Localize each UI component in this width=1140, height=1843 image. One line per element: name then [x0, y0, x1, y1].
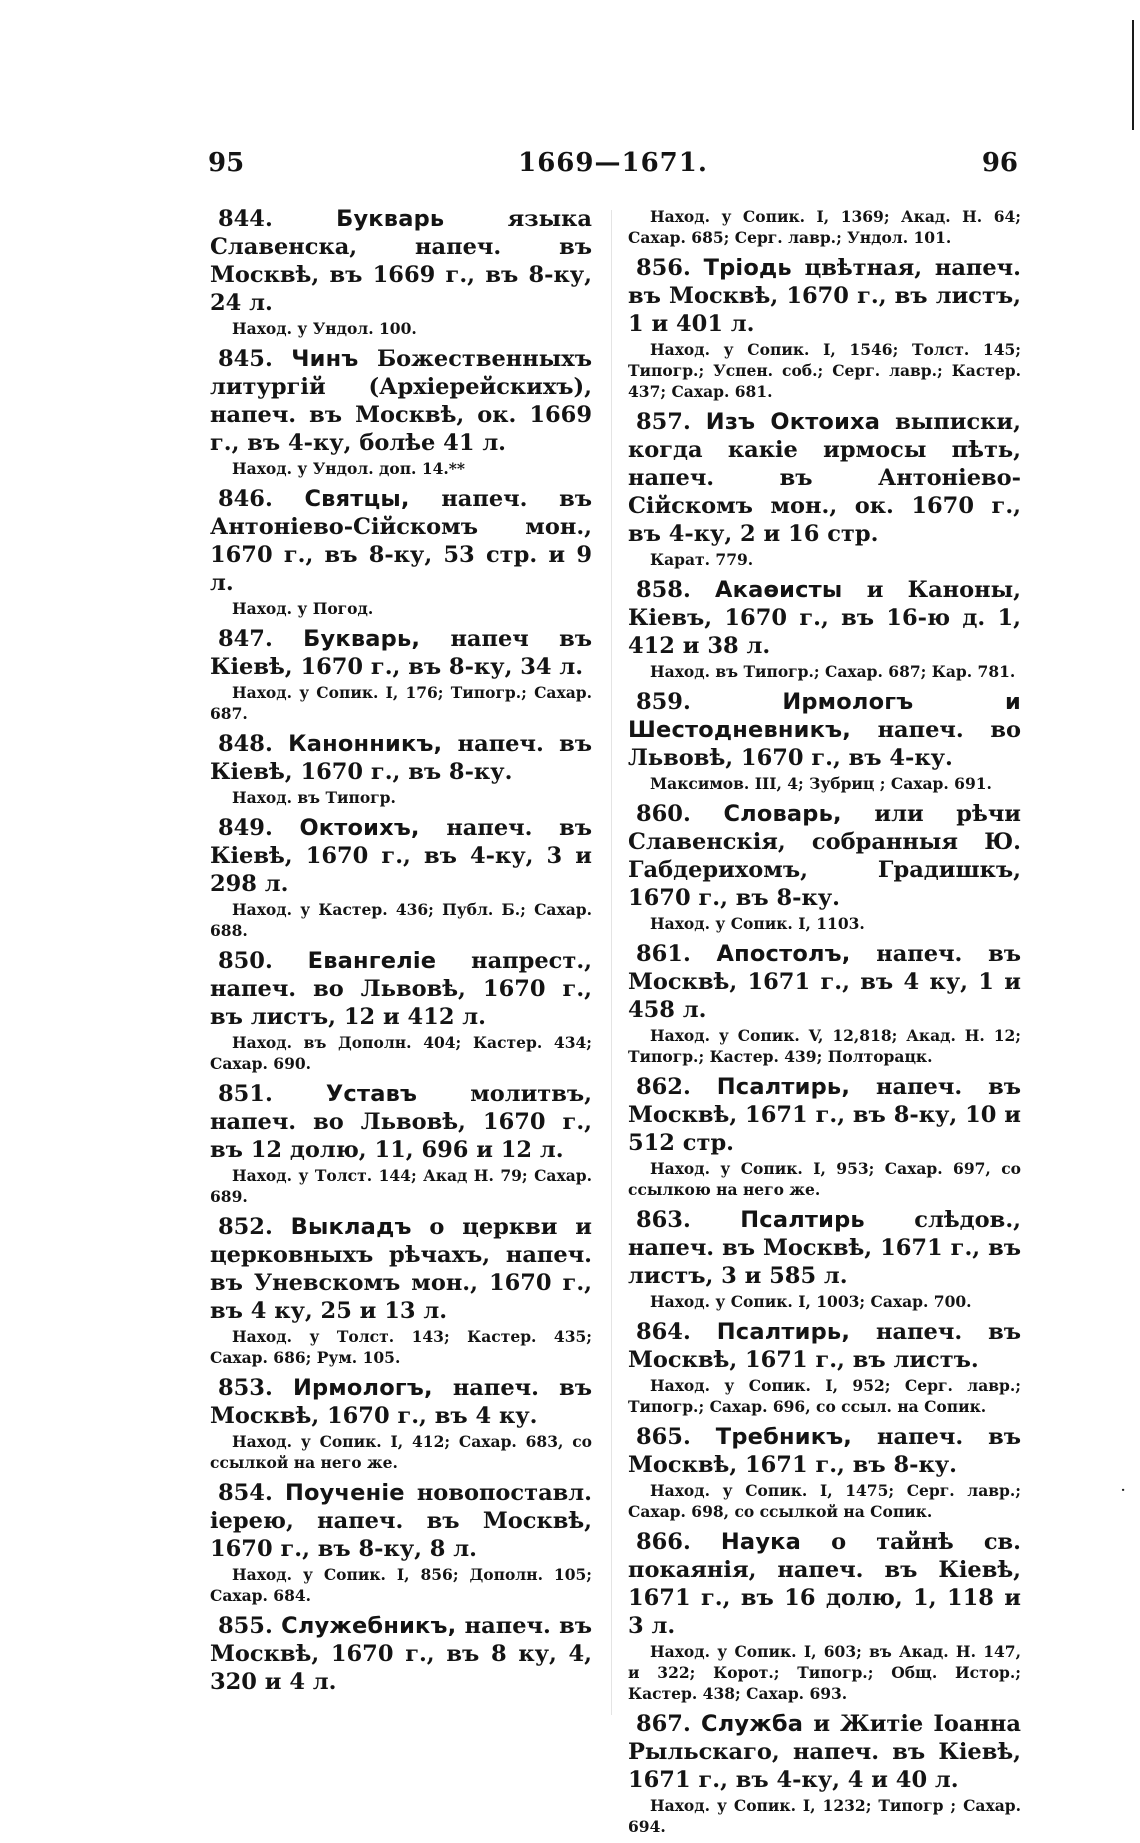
- catalog-entry: [628, 800, 1021, 934]
- entry-description: о церкви и церковныхъ рѣчахъ, напеч. въ Уневскомъ мон., 1670 г., въ 4 ку, 25 и 13 л.: [210, 1214, 592, 1324]
- entry-description: напеч. въ Москвѣ, 1671 г., въ листъ.: [628, 1319, 1021, 1373]
- catalog-entry: [210, 1479, 592, 1606]
- catalog-entry: [628, 688, 1021, 794]
- entry-number: 856.: [636, 255, 691, 281]
- margin-mark: ·: [1120, 1480, 1126, 1501]
- entry-location-note: Наход. у Сопик. I, 176; Типогр.; Сахар. 687.: [210, 683, 592, 723]
- entry-location-note: Наход. у Сопик. I, 1546; Толст. 145; Типогр.; Успен. соб.; Серг. лавр.; Кастер. 437; Сахар. 681.: [628, 340, 1021, 401]
- entry-location-note: Наход. у Сопик. I, 412; Сахар. 683, со ссылкой на него же.: [210, 1432, 592, 1472]
- entry-text: [628, 1206, 1021, 1290]
- entry-location-note: Карат. 779.: [650, 550, 754, 569]
- entry-number: 862.: [636, 1074, 691, 1100]
- entry-number: 867.: [636, 1711, 691, 1737]
- entry-location-note: Наход. у Сопик. I, 1369; Акад. Н. 64; Сахар. 685; Серг. лавр.; Ундол. 101.: [628, 207, 1021, 247]
- catalog-entry: [210, 1612, 592, 1696]
- entry-title: Чинъ: [291, 346, 359, 372]
- entry-location-note: Наход. у Сопик. I, 1232; Типогр ; Сахар. 694.: [628, 1796, 1021, 1836]
- entry-description: напеч. въ Москвѣ, 1671 г., въ 8-ку.: [628, 1424, 1021, 1478]
- entry-text: [210, 1374, 592, 1430]
- entry-text: [628, 940, 1021, 1024]
- entry-title: Псалтирь,: [716, 1319, 851, 1345]
- entry-text: [210, 1612, 592, 1696]
- catalog-entry: [210, 1374, 592, 1473]
- entry-location-note: Наход. у Погод.: [232, 599, 374, 618]
- page-edge-mark: [1132, 20, 1134, 130]
- page-number-right: 96: [981, 148, 1018, 178]
- entry-text: [210, 625, 592, 681]
- entry-title: Акаѳисты: [715, 577, 843, 603]
- entry-description: или рѣчи Славенскія, собранныя Ю. Габдерихомъ, Градишкъ, 1670 г., въ 8-ку.: [628, 801, 1021, 911]
- entry-number: 860.: [636, 801, 691, 827]
- entry-location-note: Наход. у Кастер. 436; Публ. Б.; Сахар. 688.: [210, 900, 592, 940]
- entry-text: [210, 205, 592, 317]
- entry-description: напеч. въ Москвѣ, 1671 г., въ 8-ку, 10 и 512 стр.: [628, 1074, 1021, 1156]
- catalog-entry: [210, 1213, 592, 1368]
- entry-number: 853.: [218, 1375, 273, 1401]
- entry-location-note: Наход. у Сопик. I, 952; Серг. лавр.; Типогр.; Сахар. 696, со ссыл. на Сопик.: [628, 1376, 1021, 1416]
- entry-number: 858.: [636, 577, 691, 603]
- entry-title: Ирмологъ,: [292, 1375, 433, 1401]
- catalog-entry: [628, 1528, 1021, 1704]
- entry-text: [210, 730, 592, 786]
- entry-title: Апостолъ,: [716, 941, 851, 967]
- entry-number: 846.: [218, 486, 273, 512]
- entry-description: о тайнѣ св. покаянія, напеч. въ Кіевѣ, 1671 г., въ 16 долю, 1, 118 и 3 л.: [628, 1529, 1021, 1639]
- catalog-entry: [210, 625, 592, 724]
- entry-number: 857.: [636, 409, 691, 435]
- catalog-entry: [628, 254, 1021, 402]
- entry-number: 848.: [218, 731, 273, 757]
- entry-title: Канонникъ,: [288, 731, 443, 757]
- entry-text: [628, 408, 1021, 548]
- entry-description: новопоставл. іерею, напеч. въ Москвѣ, 1670 г., въ 8-ку, 8 л.: [210, 1480, 592, 1562]
- entry-title: Псалтирь: [740, 1207, 865, 1233]
- entry-location-note: Наход. у Ундол. 100.: [232, 319, 417, 338]
- catalog-entry: [210, 485, 592, 619]
- entry-location-note: Наход. у Сопик. I, 1003; Сахар. 700.: [650, 1292, 972, 1311]
- entry-location-note: Наход. у Сопик. I, 1475; Серг. лавр.; Сахар. 698, со ссылкой на Сопик.: [628, 1481, 1021, 1521]
- entry-location-note: Наход. у Сопик. I, 856; Дополн. 105; Сахар. 684.: [210, 1565, 592, 1605]
- entry-text: [628, 1423, 1021, 1479]
- entry-description: напеч въ Кіевѣ, 1670 г., въ 8-ку, 34 л.: [210, 626, 592, 680]
- entry-text: [210, 1213, 592, 1325]
- entry-description: напеч. въ Москвѣ, 1670 г., въ 8 ку, 4, 320 и 4 л.: [210, 1613, 592, 1695]
- entry-title: Словарь,: [723, 801, 842, 827]
- entry-description: языка Славенска, напеч. въ Москвѣ, въ 1669 г., въ 8-ку, 24 л.: [210, 206, 592, 316]
- entry-text: [210, 814, 592, 898]
- entry-location-note: Наход. въ Дополн. 404; Кастер. 434; Сахар. 690.: [210, 1033, 592, 1073]
- entry-title: Служебникъ,: [281, 1613, 457, 1639]
- catalog-entry: [210, 205, 592, 339]
- entry-description: Божественныхъ литургій (Архіерейскихъ), напеч. въ Москвѣ, ок. 1669 г., въ 4-ку, болѣе 41 л.: [210, 346, 592, 456]
- entry-description: напеч. въ Москвѣ, 1670 г., въ 4 ку.: [210, 1375, 592, 1429]
- entry-number: 861.: [636, 941, 691, 967]
- entry-text: [210, 485, 592, 597]
- entry-description: слѣдов., напеч. въ Москвѣ, 1671 г., въ листъ, 3 и 585 л.: [628, 1207, 1021, 1289]
- entry-title: Букварь: [336, 206, 445, 232]
- catalog-entry: [628, 1710, 1021, 1837]
- entry-description: напеч. въ Москвѣ, 1671 г., въ 4 ку, 1 и 458 л.: [628, 941, 1021, 1023]
- entry-text: [210, 1080, 592, 1164]
- catalog-entry: [210, 947, 592, 1074]
- entry-description: и Житіе Іоанна Рыльскаго, напеч. въ Кіевѣ, 1671 г., въ 4-ку, 4 и 40 л.: [628, 1711, 1021, 1793]
- entry-text: [628, 576, 1021, 660]
- entry-description: выписки, когда какіе ирмосы пѣть, напеч. въ Антоніево-Сійскомъ мон., ок. 1670 г., въ 4-ку, 2 и 16 стр.: [628, 409, 1021, 547]
- entry-number: 855.: [218, 1613, 273, 1639]
- catalog-entry: [628, 1073, 1021, 1200]
- entry-title: Изъ Октоиха: [705, 409, 881, 435]
- entry-text: [628, 1710, 1021, 1794]
- entry-text: [628, 1528, 1021, 1640]
- catalog-entry: [628, 1423, 1021, 1522]
- entry-number: 844.: [218, 206, 273, 232]
- entry-title: Псалтирь,: [716, 1074, 851, 1100]
- entry-number: 845.: [218, 346, 273, 372]
- catalog-entry: [628, 940, 1021, 1067]
- entry-text: [628, 1318, 1021, 1374]
- entry-title: Ирмологъ и Шестодневникъ,: [628, 689, 1021, 743]
- page-header: [208, 148, 1018, 188]
- entry-number: 852.: [218, 1214, 273, 1240]
- entry-description: напеч. во Львовѣ, 1670 г., въ 4-ку.: [628, 717, 1021, 771]
- entry-text: [628, 800, 1021, 912]
- entry-number: 863.: [636, 1207, 691, 1233]
- entry-location-note: Наход. у Сопик. I, 1103.: [650, 914, 865, 933]
- catalog-entry: [628, 1318, 1021, 1417]
- entry-title: Букварь,: [303, 626, 421, 652]
- entry-number: 851.: [218, 1081, 273, 1107]
- entry-number: 864.: [636, 1319, 691, 1345]
- entry-title: Наука: [720, 1529, 802, 1555]
- entry-number: 850.: [218, 948, 273, 974]
- entry-description: напрест., напеч. во Львовѣ, 1670 г., въ листъ, 12 и 412 л.: [210, 948, 592, 1030]
- entry-description: напеч. въ Антоніево-Сійскомъ мон., 1670 г., въ 8-ку, 53 стр. и 9 л.: [210, 486, 592, 596]
- entry-description: напеч. въ Кіевѣ, 1670 г., въ 8-ку.: [210, 731, 592, 785]
- entry-location-note: Наход. у Сопик. V, 12,818; Акад. Н. 12; Типогр.; Кастер. 439; Полторацк.: [628, 1026, 1021, 1066]
- entry-text: [628, 1073, 1021, 1157]
- entry-title: Требникъ,: [715, 1424, 853, 1450]
- entry-title: Служба: [700, 1711, 804, 1737]
- entry-number: 859.: [636, 689, 691, 715]
- entry-number: 865.: [636, 1424, 691, 1450]
- entry-title: Выкладъ: [290, 1214, 412, 1240]
- entry-number: 849.: [218, 815, 273, 841]
- column-divider: [611, 210, 612, 1715]
- catalog-entry: [628, 576, 1021, 682]
- entry-text: [210, 345, 592, 457]
- entry-text: [210, 947, 592, 1031]
- entry-text: [628, 688, 1021, 772]
- entry-location-note: Наход. у Толст. 143; Кастер. 435; Сахар. 686; Рум. 105.: [210, 1327, 592, 1367]
- entry-location-note: Наход. у Сопик. I, 603; въ Акад. Н. 147, и 322; Корот.; Типогр.; Общ. Истор.; Кастер. 438; Сахар. 693.: [628, 1642, 1021, 1703]
- page-number-left: 95: [208, 148, 245, 178]
- entry-description: и Каноны, Кіевъ, 1670 г., въ 16-ю д. 1, 412 и 38 л.: [628, 577, 1021, 659]
- entry-number: 847.: [218, 626, 273, 652]
- entry-description: напеч. въ Кіевѣ, 1670 г., въ 4-ку, 3 и 298 л.: [210, 815, 592, 897]
- catalog-entry: [628, 1206, 1021, 1312]
- entry-location-note: Наход. въ Типогр.; Сахар. 687; Кар. 781.: [650, 662, 1016, 681]
- catalog-entry: [628, 206, 1021, 248]
- entry-title: Поученіе: [284, 1480, 405, 1506]
- entry-location-note: Максимов. III, 4; Зубриц ; Сахар. 691.: [650, 774, 992, 793]
- entry-text: [210, 1479, 592, 1563]
- catalog-entry: [628, 408, 1021, 570]
- entry-description: цвѣтная, напеч. въ Москвѣ, 1670 г., въ листъ, 1 и 401 л.: [628, 255, 1021, 337]
- entry-location-note: Наход. у Ундол. доп. 14.**: [232, 459, 466, 478]
- catalog-entry: [210, 1080, 592, 1207]
- entry-location-note: Наход. у Толст. 144; Акад Н. 79; Сахар. 689.: [210, 1166, 592, 1206]
- entry-location-note: Наход. у Сопик. I, 953; Сахар. 697, со ссылкою на него же.: [628, 1159, 1021, 1199]
- entry-description: молитвъ, напеч. во Львовѣ, 1670 г., въ 12 долю, 11, 696 и 12 л.: [210, 1081, 592, 1163]
- catalog-entry: [210, 345, 592, 479]
- entry-title: Евангеліе: [307, 948, 437, 974]
- entry-number: 854.: [218, 1480, 273, 1506]
- entry-location-note: Наход. въ Типогр.: [232, 788, 396, 807]
- entry-title: Уставъ: [325, 1081, 418, 1107]
- left-column: [210, 205, 592, 1702]
- running-title-years: 1669—1671.: [518, 148, 708, 178]
- catalog-entry: [210, 730, 592, 808]
- right-column: [628, 205, 1021, 1843]
- entry-title: Святцы,: [304, 486, 410, 512]
- entry-title: Октоихъ,: [299, 815, 420, 841]
- entry-title: Тріодь: [703, 255, 792, 281]
- catalog-entry: [210, 814, 592, 941]
- entry-text: [628, 254, 1021, 338]
- entry-number: 866.: [636, 1529, 691, 1555]
